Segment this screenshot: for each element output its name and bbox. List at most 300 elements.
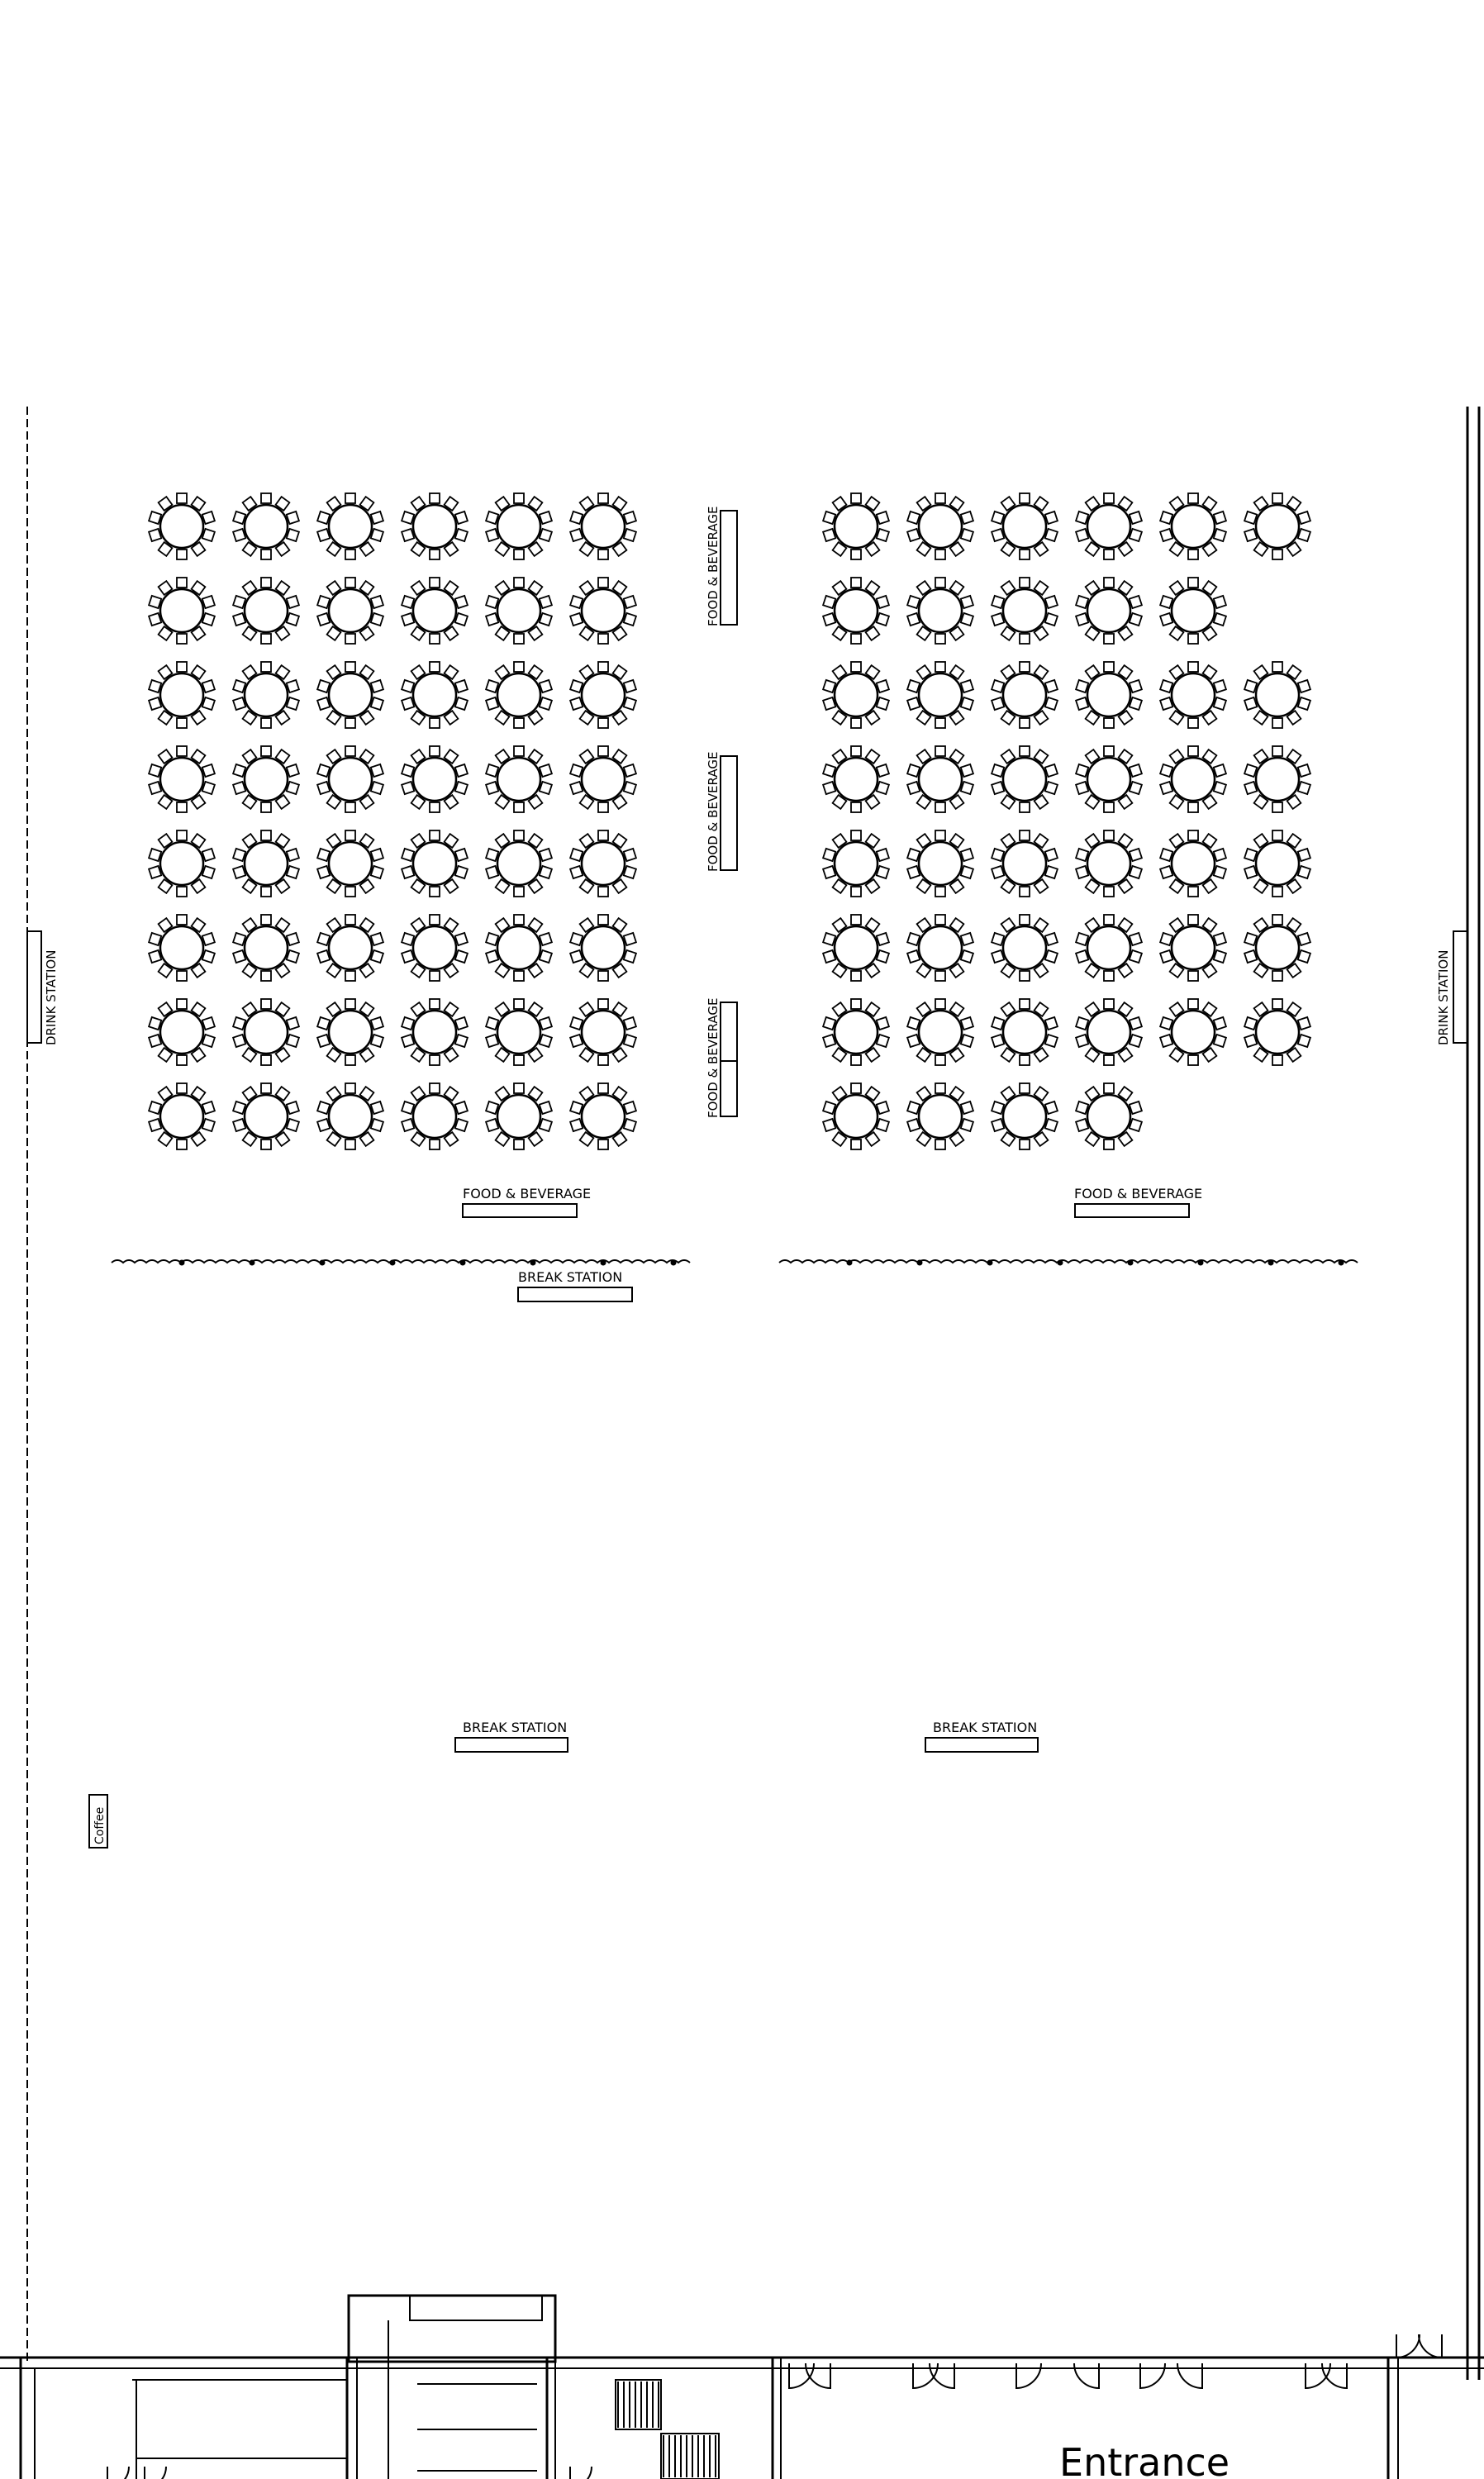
round-table [1076,915,1142,981]
chair [1045,512,1058,524]
drink-station-left-label: DRINK STATION [44,949,59,1045]
chair [1020,550,1030,559]
chair [402,697,414,710]
chair [149,764,161,777]
chair [455,849,468,861]
chair [371,512,383,524]
chair [402,613,414,626]
fb-right-table [1075,1204,1189,1217]
chair [233,1035,245,1047]
chair [1104,802,1114,812]
chair [935,887,945,897]
chair [233,764,245,777]
chair [961,1017,973,1030]
chair [1045,950,1058,963]
round-table [1076,493,1142,559]
chair [540,613,552,626]
chair [317,1017,330,1030]
chair [1076,613,1088,626]
chair [823,933,835,945]
chair [540,596,552,608]
round-table [907,493,973,559]
chair [287,596,299,608]
chair [514,662,524,672]
chair [961,697,973,710]
round-table [1076,999,1142,1065]
drape-post [917,1260,923,1266]
chair [1104,971,1114,981]
chair [907,950,920,963]
round-table [570,999,636,1065]
chair [1045,680,1058,692]
chair [317,933,330,945]
left-seating-block [149,493,636,1149]
chair [430,999,440,1009]
chair [233,596,245,608]
chair [202,1017,215,1030]
chair [851,634,861,644]
chair [992,849,1004,861]
chair [486,512,498,524]
chair [1020,830,1030,840]
entrance-label: Entrance [1059,2440,1230,2479]
chair [345,550,355,559]
chair [317,849,330,861]
chair [1104,887,1114,897]
chair [1160,697,1172,710]
round-table [570,493,636,559]
chair [233,933,245,945]
chair [1298,950,1310,963]
chair [1076,1119,1088,1131]
chair [1076,933,1088,945]
chair [202,613,215,626]
chair [1130,529,1142,541]
chair [1298,1035,1310,1047]
chair [598,971,608,981]
chair [514,634,524,644]
chair [149,596,161,608]
door-swing [789,2363,814,2388]
chair [935,1083,945,1093]
chair [486,596,498,608]
chair [233,697,245,710]
chair [1160,1017,1172,1030]
chair [177,915,187,925]
chair [935,971,945,981]
chair [961,596,973,608]
chair [540,782,552,794]
chair [540,950,552,963]
chair [317,866,330,878]
round-table [149,493,215,559]
chair [1130,1035,1142,1047]
round-table [486,830,552,897]
chair [1130,697,1142,710]
chair [430,493,440,503]
chair [1076,1017,1088,1030]
chair [287,782,299,794]
chair [1188,746,1198,756]
chair [317,950,330,963]
chair [287,1102,299,1114]
chair [992,697,1004,710]
drape-post [601,1260,606,1266]
drape-post [1268,1260,1274,1266]
chair [177,578,187,588]
chair [261,1055,271,1065]
chair [1188,550,1198,559]
fb-vertical-2-label: FOOD & BEVERAGE [706,751,721,872]
chair [233,1017,245,1030]
chair [823,680,835,692]
chair [1272,999,1282,1009]
chair [287,680,299,692]
chair [371,596,383,608]
chair [570,529,583,541]
chair [455,764,468,777]
fb-vertical-1-label: FOOD & BEVERAGE [706,506,721,626]
chair [1214,933,1226,945]
chair [1272,915,1282,925]
chair [935,915,945,925]
chair [177,1055,187,1065]
round-table [402,830,468,897]
chair [261,718,271,728]
chair [514,887,524,897]
chair [570,933,583,945]
chair [514,915,524,925]
round-table [317,662,383,728]
chair [1160,782,1172,794]
door-swing [930,2363,954,2388]
chair [1130,512,1142,524]
chair [1188,718,1198,728]
chair [1298,512,1310,524]
round-table [1076,578,1142,644]
chair [430,830,440,840]
chair [961,512,973,524]
chair [317,1035,330,1047]
chair [371,866,383,878]
chair [1214,529,1226,541]
chair [1020,802,1030,812]
fb-vertical-3-table [721,1002,737,1116]
chair [570,680,583,692]
chair [149,950,161,963]
round-table [402,662,468,728]
chair [371,764,383,777]
chair [1020,887,1030,897]
chair [1298,697,1310,710]
chair [1020,662,1030,672]
chair [149,1119,161,1131]
chair [598,887,608,897]
right-seating-block [823,493,1310,1149]
chair [486,529,498,541]
round-table [1076,746,1142,812]
chair [1244,950,1257,963]
lower-building [0,2296,1484,2479]
chair [261,662,271,672]
chair [317,764,330,777]
chair [1188,1055,1198,1065]
chair [961,1102,973,1114]
chair [514,1083,524,1093]
chair [149,933,161,945]
chair [1188,887,1198,897]
chair [177,802,187,812]
chair [233,512,245,524]
chair [907,933,920,945]
chair [1045,697,1058,710]
chair [1130,1102,1142,1114]
chair [261,971,271,981]
chair [1272,971,1282,981]
chair [624,1119,636,1131]
round-table [402,746,468,812]
chair [345,887,355,897]
chair [317,529,330,541]
chair [1160,596,1172,608]
chair [935,746,945,756]
chair [455,613,468,626]
round-table [992,746,1058,812]
chair [1214,782,1226,794]
chair [430,718,440,728]
chair [514,578,524,588]
chair [992,596,1004,608]
chair [1076,512,1088,524]
chair [1188,634,1198,644]
chair [1130,680,1142,692]
chair [1244,849,1257,861]
chair [624,697,636,710]
chair [317,1119,330,1131]
chair [877,613,889,626]
door-swing [570,2467,592,2479]
fb-vertical-2-table [721,756,737,870]
chair [935,578,945,588]
chair [345,915,355,925]
chair [877,596,889,608]
chair [877,680,889,692]
chair [1188,662,1198,672]
round-table [823,746,889,812]
chair [1104,493,1114,503]
chair [570,697,583,710]
chair [1020,493,1030,503]
chair [907,866,920,878]
round-table [570,662,636,728]
chair [624,950,636,963]
round-table [907,662,973,728]
chair [1298,933,1310,945]
chair [1020,578,1030,588]
chair [486,764,498,777]
fb-right-label: FOOD & BEVERAGE [1074,1186,1203,1201]
round-table [1076,1083,1142,1149]
chair [177,971,187,981]
chair [877,1119,889,1131]
chair [598,802,608,812]
drape-post [530,1260,536,1266]
chair [455,1102,468,1114]
chair [907,680,920,692]
chair [149,1102,161,1114]
chair [261,746,271,756]
chair [317,782,330,794]
chair [1188,578,1198,588]
chair [1104,1083,1114,1093]
chair [1104,1140,1114,1149]
chair [287,1017,299,1030]
round-table [907,1083,973,1149]
chair [1130,764,1142,777]
chair [877,849,889,861]
round-table [402,915,468,981]
drape-post [250,1260,255,1266]
chair [1298,782,1310,794]
chair [935,634,945,644]
round-table [317,830,383,897]
chair [1214,596,1226,608]
chair [1160,950,1172,963]
chair [540,764,552,777]
chair [1272,718,1282,728]
chair [1160,1035,1172,1047]
chair [287,512,299,524]
chair [514,802,524,812]
chair [430,802,440,812]
chair [402,950,414,963]
chair [935,1055,945,1065]
chair [233,866,245,878]
chair [851,999,861,1009]
chair [1214,950,1226,963]
chair [935,999,945,1009]
chair [202,866,215,878]
chair [624,1017,636,1030]
chair [570,866,583,878]
chair [1214,613,1226,626]
chair [402,596,414,608]
chair [1020,1140,1030,1149]
chair [961,1035,973,1047]
chair [1104,718,1114,728]
chair [486,697,498,710]
chair [935,1140,945,1149]
round-table [823,830,889,897]
chair [1214,1035,1226,1047]
chair [345,578,355,588]
chair [961,933,973,945]
chair [371,1119,383,1131]
chair [1244,764,1257,777]
chair [202,764,215,777]
chair [1020,634,1030,644]
chair [202,950,215,963]
chair [177,493,187,503]
chair [540,866,552,878]
chair [455,933,468,945]
round-table [149,830,215,897]
chair [1188,999,1198,1009]
chair [514,746,524,756]
chair [1076,764,1088,777]
chair [1104,746,1114,756]
round-table [823,662,889,728]
chair [1214,866,1226,878]
round-table [402,999,468,1065]
round-table [233,578,299,644]
chair [177,887,187,897]
chair [1104,550,1114,559]
chair [992,933,1004,945]
chair [455,529,468,541]
chair [202,596,215,608]
chair [1298,866,1310,878]
chair [570,613,583,626]
chair [1045,933,1058,945]
chair [1272,1055,1282,1065]
chair [317,596,330,608]
chair [514,493,524,503]
chair [287,764,299,777]
round-table [992,830,1058,897]
round-table [1160,915,1226,981]
chair [1130,1017,1142,1030]
chair [1272,802,1282,812]
chair [402,866,414,878]
chair [402,529,414,541]
chair [992,950,1004,963]
round-table [149,662,215,728]
chair [1045,596,1058,608]
chair [935,718,945,728]
chair [261,1140,271,1149]
chair [345,634,355,644]
chair [233,782,245,794]
break-bottom-left-table [455,1738,568,1752]
round-table [233,746,299,812]
chair [1130,849,1142,861]
round-table [1160,746,1226,812]
chair [570,764,583,777]
chair [1045,1035,1058,1047]
chair [233,680,245,692]
chair [1298,680,1310,692]
chair [514,550,524,559]
chair [1076,680,1088,692]
chair [261,887,271,897]
chair [402,1119,414,1131]
chair [877,950,889,963]
chair [877,529,889,541]
chair [149,697,161,710]
chair [371,1035,383,1047]
round-table [233,999,299,1065]
chair [851,662,861,672]
chair [1020,1055,1030,1065]
round-table [992,1083,1058,1149]
chair [486,1035,498,1047]
chair [455,1017,468,1030]
chair [540,849,552,861]
chair [1020,971,1030,981]
chair [317,512,330,524]
chair [1214,849,1226,861]
